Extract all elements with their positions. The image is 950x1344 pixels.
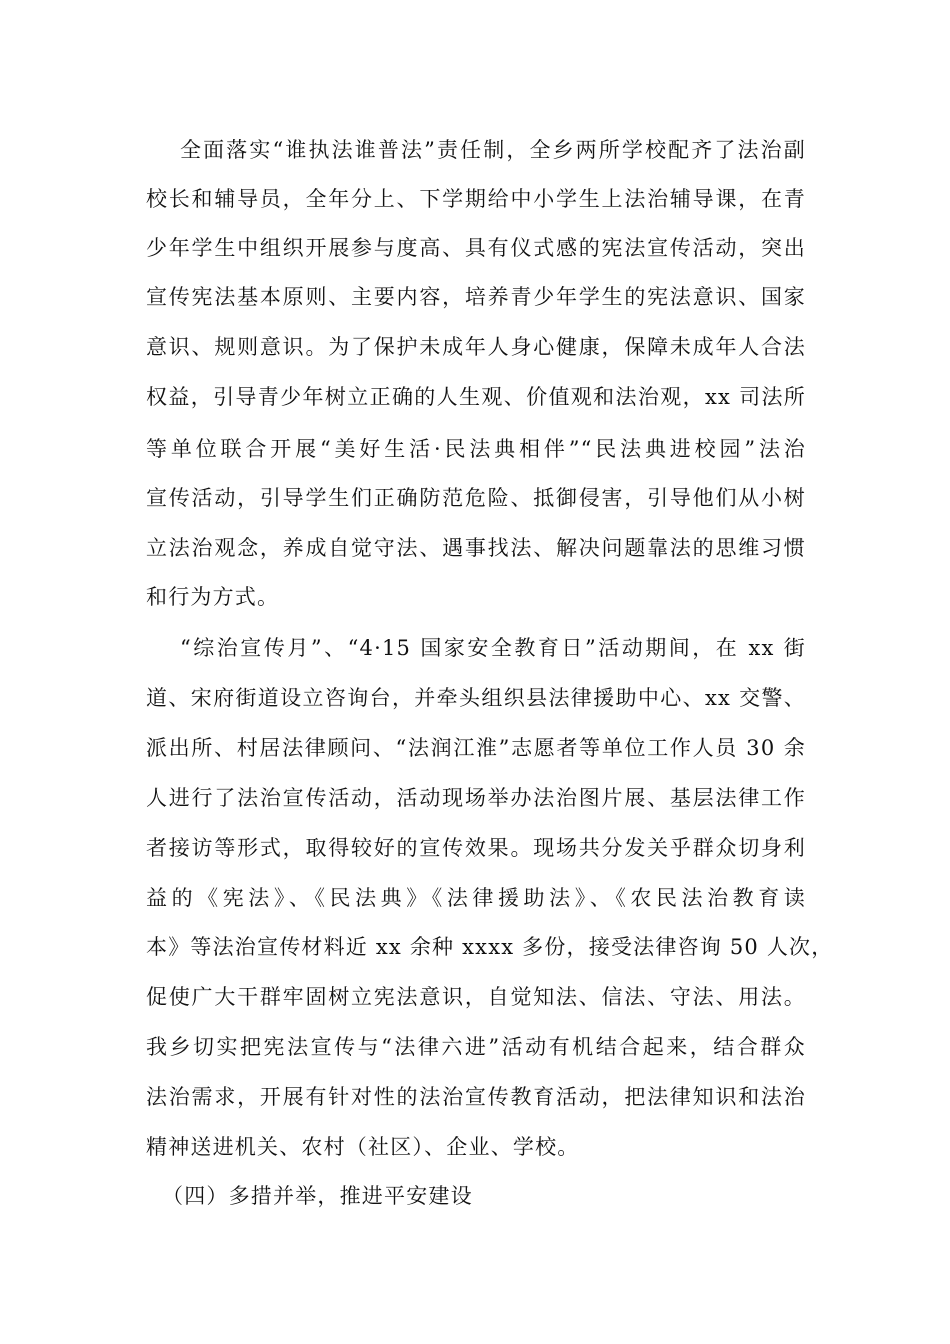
paragraph-2-line-1: “综治宣传月”、“4·15 国家安全教育日”活动期间，在 xx 街: [180, 636, 806, 660]
paragraph-1-line-5: 意识、规则意识。为了保护未成年人身心健康，保障未成年人合法: [146, 335, 806, 359]
paragraph-2-line-6: 益的《宪法》、《民法典》《法律援助法》、《农民法治教育读: [146, 886, 806, 910]
paragraph-2-line-8: 促使广大干群牢固树立宪法意识，自觉知法、信法、守法、用法。: [146, 985, 806, 1009]
paragraph-1-line-6: 权益，引导青少年树立正确的人生观、价值观和法治观，xx 司法所: [146, 385, 806, 409]
paragraph-2-line-2: 道、宋府街道设立咨询台，并牵头组织县法律援助中心、xx 交警、: [146, 686, 806, 710]
paragraph-2-line-10: 法治需求，开展有针对性的法治宣传教育活动，把法律知识和法治: [146, 1085, 806, 1109]
paragraph-1-line-9: 立法治观念，养成自觉守法、遇事找法、解决问题靠法的思维习惯: [146, 536, 806, 560]
paragraph-1-line-7: 等单位联合开展“美好生活·民法典相伴”“民法典进校园”法治: [146, 437, 806, 461]
paragraph-1-line-10: 和行为方式。: [146, 585, 280, 609]
paragraph-2-line-7: 本》等法治宣传材料近 xx 余种 xxxx 多份，接受法律咨询 50 人次，: [146, 935, 834, 959]
paragraph-2-line-11: 精神送进机关、农村（社区）、企业、学校。: [146, 1135, 580, 1159]
paragraph-2-line-9: 我乡切实把宪法宣传与“法律六进”活动有机结合起来，结合群众: [146, 1035, 806, 1059]
paragraph-1-line-1: 全面落实“谁执法谁普法”责任制，全乡两所学校配齐了法治副: [180, 138, 806, 162]
paragraph-2-line-5: 者接访等形式，取得较好的宣传效果。现场共分发关乎群众切身利: [146, 836, 806, 860]
paragraph-1-line-4: 宣传宪法基本原则、主要内容，培养青少年学生的宪法意识、国家: [146, 285, 806, 309]
section-heading: （四）多措并举，推进平安建设: [162, 1184, 473, 1208]
paragraph-1-line-3: 少年学生中组织开展参与度高、具有仪式感的宪法宣传活动，突出: [146, 236, 806, 260]
paragraph-1-line-2: 校长和辅导员，全年分上、下学期给中小学生上法治辅导课，在青: [146, 187, 806, 211]
paragraph-1-line-8: 宣传活动，引导学生们正确防范危险、抵御侵害，引导他们从小树: [146, 486, 806, 510]
paragraph-2-line-3: 派出所、村居法律顾问、“法润江淮”志愿者等单位工作人员 30 余: [146, 736, 806, 760]
paragraph-2-line-4: 人进行了法治宣传活动，活动现场举办法治图片展、基层法律工作: [146, 786, 806, 810]
